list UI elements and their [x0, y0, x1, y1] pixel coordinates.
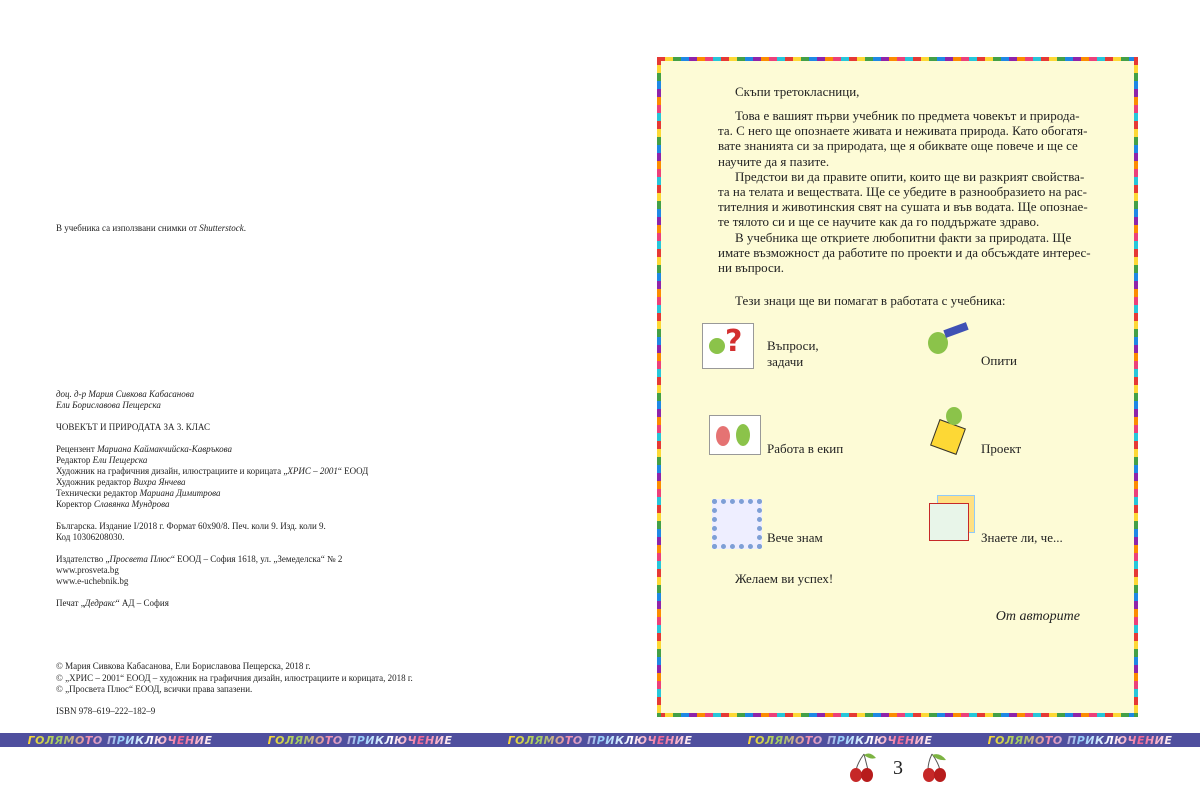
preface-line: та. С него ще опознаете живата и неживата природа. Като обогатя- — [718, 123, 1088, 139]
signature: От авторите — [995, 609, 1080, 624]
author: доц. д-р Мария Сивкова Кабасанова — [56, 389, 195, 399]
copyright: © Мария Сивкова Кабасанова, Ели Бориславова Пещерска, 2018 г. — [56, 661, 311, 671]
photo-note: В учебника са използвани снимки от Shutterstock. — [56, 223, 247, 233]
sign-label-already-know: Вече знам — [767, 530, 823, 545]
wish: Желаем ви успех! — [735, 571, 834, 586]
credit-line: Художник редактор Вихра Янчева — [56, 477, 186, 487]
greeting: Скъпи третокласници, — [735, 84, 860, 99]
isbn: ISBN 978–619–222–182–9 — [56, 706, 156, 716]
page-number: 3 — [893, 757, 903, 779]
publisher: Издателство „Просвета Плюс“ ЕООД – София 1618, ул. „Земеделска“ № 2 — [56, 554, 343, 564]
band-text: ГОЛЯМОТО ПРИКЛЮЧЕНИЕ — [27, 733, 213, 747]
border-left — [657, 57, 661, 717]
cherry-icon — [920, 752, 952, 782]
question-icon: ? — [702, 323, 754, 369]
sign-label-questions: Въпроси, задачи — [767, 338, 819, 369]
website-link[interactable]: www.prosveta.bg — [56, 565, 119, 575]
credit-line: Художник на графичния дизайн, илюстрациите и корицата „ХРИС – 2001“ ЕООД — [56, 466, 369, 476]
already-know-icon — [712, 499, 762, 549]
teamwork-icon — [709, 415, 761, 455]
preface-line: та на телата и веществата. Ще се убедите в разнообразието на рас- — [718, 184, 1088, 200]
copyright: © „Просвета Плюс“ ЕООД, всички права запазени. — [56, 684, 253, 694]
edition-info: Българска. Издание I/2018 г. Формат 60x90/8. Печ. коли 9. Изд. коли 9. — [56, 521, 326, 531]
credit-line: Технически редактор Мариана Димитрова — [56, 488, 221, 498]
preface-text — [718, 108, 1091, 276]
preface-line: вате знанията си за природата, ще я обиквате още повече и ще се — [718, 138, 1078, 154]
sign-label-teamwork: Работа в екип — [767, 441, 844, 456]
experiment-icon — [920, 322, 970, 366]
book-title: ЧОВЕКЪТ И ПРИРОДАТА ЗА 3. КЛАС — [56, 422, 210, 432]
printer: Печат „Дедракс“ АД – София — [56, 598, 169, 608]
credit-line: Редактор Ели Пещерска — [56, 455, 148, 465]
author: Ели Бориславова Пещерска — [56, 400, 161, 410]
preface-line: научите да я пазите. — [718, 153, 830, 169]
credit-line: Рецензент Мариана Каймакчийска-Кавръкова — [56, 444, 232, 454]
project-icon — [930, 405, 970, 453]
border-bottom — [657, 713, 1138, 717]
did-you-know-icon — [929, 495, 973, 539]
band-text: ГОЛЯМОТО ПРИКЛЮЧЕНИЕ — [507, 733, 693, 747]
border-top — [657, 57, 1138, 61]
website-link[interactable]: www.e-uchebnik.bg — [56, 576, 129, 586]
preface-line: те тялото си и ще се научите как да го поддържате здраво. — [718, 214, 1040, 230]
sign-label-experiments: Опити — [981, 353, 1017, 368]
band-text: ГОЛЯМОТО ПРИКЛЮЧЕНИЕ — [267, 733, 453, 747]
preface-line: ни въпроси. — [718, 260, 784, 276]
sign-label-project: Проект — [981, 441, 1022, 456]
edition-code: Код 10306208030. — [56, 532, 125, 542]
cherry-icon — [848, 752, 880, 782]
preface-line: В учебника ще откриете любопитни факти за природата. Ще — [735, 229, 1072, 245]
footer-band — [0, 733, 1200, 747]
preface-line: Предстои ви да правите опити, които ще ви разкрият свойства- — [735, 168, 1085, 184]
preface-line: имате възможност да работите по проекти и да обсъждате интерес- — [718, 244, 1091, 260]
sign-label-did-you-know: Знаете ли, че... — [981, 530, 1063, 545]
band-text: ГОЛЯМОТО ПРИКЛЮЧЕНИЕ — [747, 733, 933, 747]
preface-line: Това е вашият първи учебник по предмета човекът и природа- — [735, 108, 1080, 123]
border-right — [1134, 57, 1138, 717]
preface-line: тителния и животинския свят на сушата и във водата. Ще опознае- — [718, 199, 1088, 215]
credit-line: Коректор Славянка Мундрова — [56, 499, 170, 509]
band-text: ГОЛЯМОТО ПРИКЛЮЧЕНИЕ — [987, 733, 1173, 747]
signs-intro: Тези знаци ще ви помагат в работата с учебника: — [735, 293, 1006, 308]
copyright: © „ХРИС – 2001“ ЕООД – художник на графичния дизайн, илюстрациите и корицата, 2018 г. — [56, 673, 413, 683]
